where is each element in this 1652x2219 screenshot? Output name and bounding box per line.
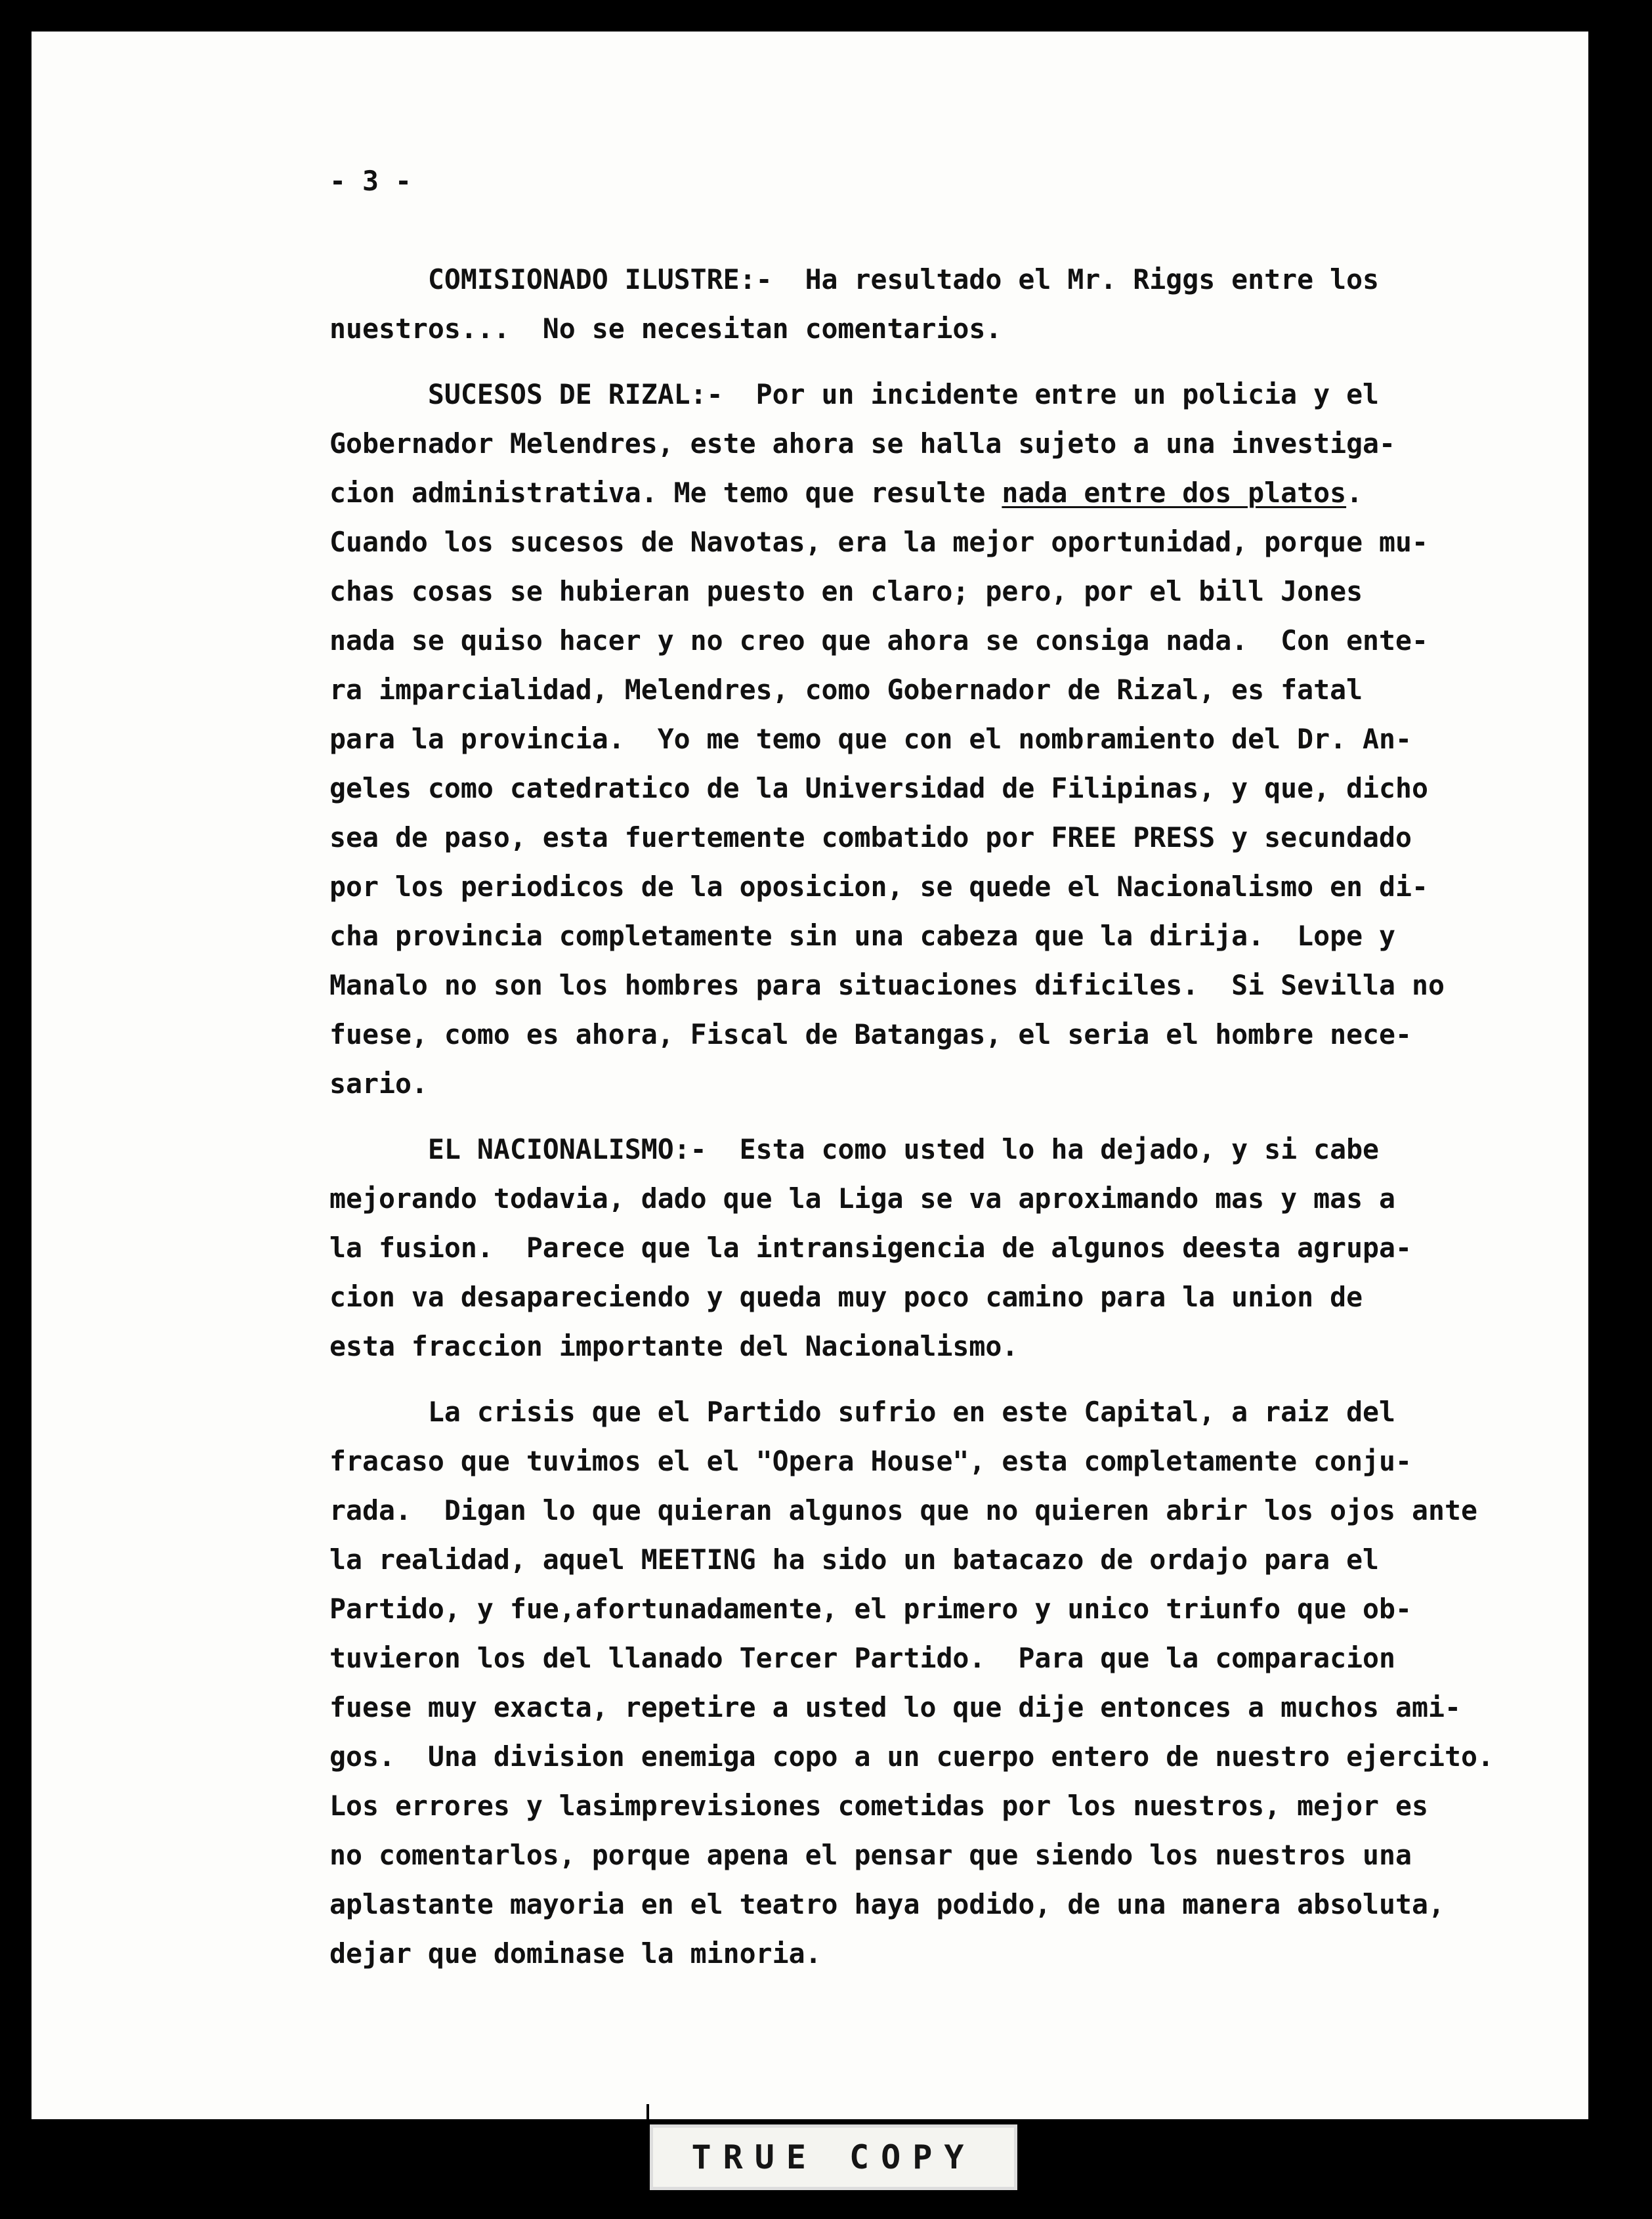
text-line: ra imparcialidad, Melendres, como Gobernador de Rizal, es fatal: [329, 674, 1363, 706]
line-text: cion administrativa. Me temo que resulte: [329, 477, 1002, 509]
text-line: cion va desapareciendo y queda muy poco camino para la union de: [329, 1281, 1363, 1313]
text-line: la realidad, aquel MEETING ha sido un batacazo de ordajo para el: [329, 1543, 1380, 1576]
text-line: sea de paso, esta fuertemente combatido por FREE PRESS y secundado: [329, 821, 1412, 853]
text-line: Gobernador Melendres, este ahora se halla sujeto a una investiga-: [329, 427, 1396, 460]
text-line: la fusion. Parece que la intransigencia de algunos deesta agrupa-: [329, 1232, 1412, 1264]
text-line: EL NACIONALISMO:- Esta como usted lo ha dejado, y si cabe: [329, 1133, 1380, 1165]
page-number: - 3 -: [329, 165, 412, 197]
line-end-punctuation: .: [1346, 477, 1363, 509]
text-line: Los errores y lasimprevisiones cometidas por los nuestros, mejor es: [329, 1790, 1429, 1822]
text-line: Manalo no son los hombres para situaciones dificiles. Si Sevilla no: [329, 969, 1445, 1001]
text-line: para la provincia. Yo me temo que con el nombramiento del Dr. An-: [329, 723, 1412, 755]
text-line: geles como catedratico de la Universidad de Filipinas, y que, dicho: [329, 772, 1429, 804]
typed-letter-body: [329, 156, 1544, 1978]
text-line: fuese, como es ahora, Fiscal de Batangas, el seria el hombre nece-: [329, 1018, 1412, 1050]
text-line: nuestros... No se necesitan comentarios.: [329, 312, 1002, 345]
text-line: sario.: [329, 1067, 428, 1100]
text-line: nada se quiso hacer y no creo que ahora se consiga nada. Con ente-: [329, 624, 1429, 657]
text-line: dejar que dominase la minoria.: [329, 1937, 822, 1970]
true-copy-stamp: [650, 2124, 1017, 2190]
text-line: fuese muy exacta, repetire a usted lo que dije entonces a muchos ami-: [329, 1691, 1461, 1723]
paragraph-nacionalismo: [329, 1125, 1544, 1371]
underlined-phrase: nada entre dos platos: [1002, 477, 1347, 509]
text-line: cha provincia completamente sin una cabeza que la dirija. Lope y: [329, 920, 1396, 952]
paragraph-comisionado: [329, 255, 1544, 353]
paragraph-crisis: [329, 1387, 1544, 1978]
text-line: gos. Una division enemiga copo a un cuerpo entero de nuestro ejercito.: [329, 1740, 1494, 1773]
stamp-text: TRUE COPY: [691, 2138, 976, 2176]
stamp-mark: [646, 2104, 649, 2124]
text-line: rada. Digan lo que quieran algunos que no quieren abrir los ojos ante: [329, 1494, 1477, 1526]
text-line: chas cosas se hubieran puesto en claro; pero, por el bill Jones: [329, 575, 1363, 607]
paragraph-sucesos-rizal: [329, 370, 1544, 1108]
text-line: no comentarlos, porque apena el pensar que siendo los nuestros una: [329, 1839, 1412, 1871]
text-line: La crisis que el Partido sufrio en este Capital, a raiz del: [329, 1396, 1396, 1428]
text-line: esta fraccion importante del Nacionalismo.: [329, 1330, 1019, 1362]
text-line: tuvieron los del llanado Tercer Partido. Para que la comparacion: [329, 1642, 1396, 1674]
text-line: Partido, y fue,afortunadamente, el primero y unico triunfo que ob-: [329, 1593, 1412, 1625]
text-line: mejorando todavia, dado que la Liga se va aproximando mas y mas a: [329, 1182, 1396, 1215]
text-line: fracaso que tuvimos el el "Opera House", esta completamente conju-: [329, 1445, 1412, 1477]
text-line-with-underline: [329, 468, 1544, 517]
text-line: COMISIONADO ILUSTRE:- Ha resultado el Mr. Riggs entre los: [329, 263, 1380, 295]
text-line: aplastante mayoria en el teatro haya podido, de una manera absoluta,: [329, 1888, 1445, 1920]
text-line: SUCESOS DE RIZAL:- Por un incidente entre un policia y el: [329, 378, 1380, 410]
text-line: Cuando los sucesos de Navotas, era la mejor oportunidad, porque mu-: [329, 526, 1429, 558]
document-page: [32, 32, 1588, 2119]
text-line: por los periodicos de la oposicion, se quede el Nacionalismo en di-: [329, 871, 1429, 903]
